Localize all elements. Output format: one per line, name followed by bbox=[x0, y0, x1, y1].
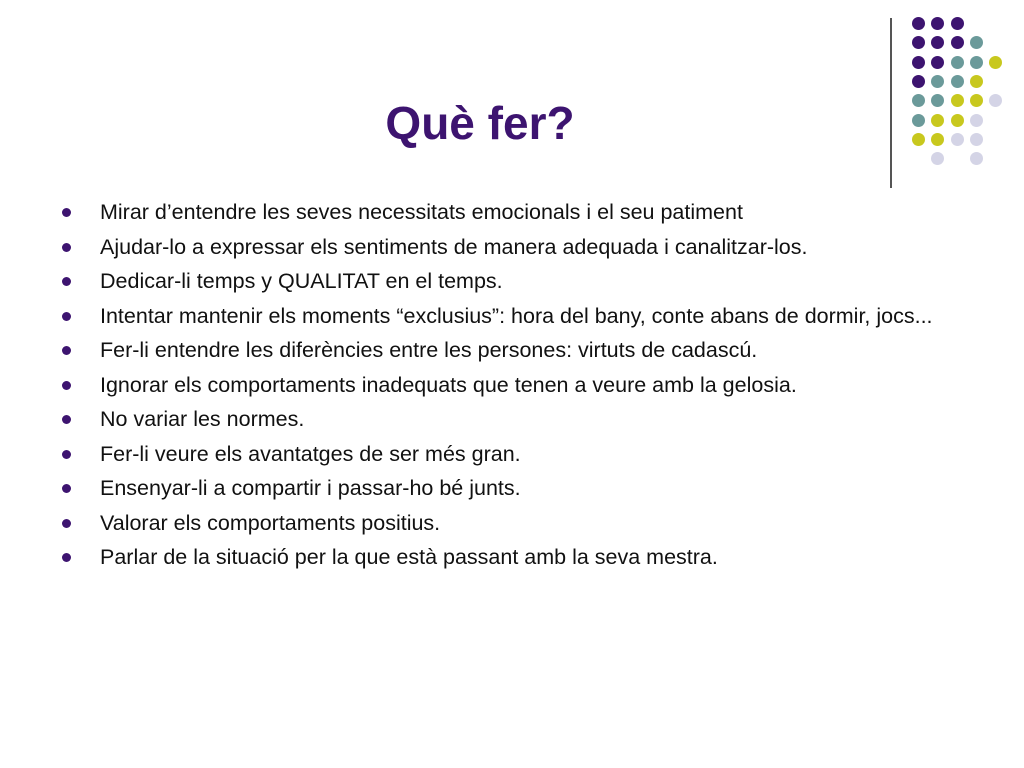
bullet-item bbox=[62, 336, 963, 364]
decorative-dot bbox=[951, 133, 964, 146]
decorative-dot bbox=[989, 94, 1002, 107]
bullet-text: Valorar els comportaments positius. bbox=[100, 510, 441, 535]
decorative-dot bbox=[931, 17, 944, 30]
decorative-dot bbox=[951, 75, 964, 88]
decorative-dot bbox=[970, 114, 983, 127]
decorative-dot bbox=[912, 36, 925, 49]
bullet-text: Fer-li veure els avantatges de ser més gran. bbox=[100, 441, 521, 466]
bullet-item bbox=[62, 302, 963, 330]
decorative-dot bbox=[912, 56, 925, 69]
bullet-item bbox=[62, 371, 963, 399]
decorative-dot bbox=[931, 75, 944, 88]
bullet-dot-icon bbox=[62, 415, 71, 424]
decorative-dot bbox=[912, 94, 925, 107]
decorative-dot bbox=[931, 94, 944, 107]
bullet-text: Parlar de la situació per la que està passant amb la seva mestra. bbox=[100, 545, 718, 569]
bullet-item bbox=[62, 509, 963, 537]
bullet-dot-icon bbox=[62, 243, 71, 252]
decorative-dot bbox=[951, 36, 964, 49]
decorative-dot bbox=[970, 94, 983, 107]
bullet-dot-icon bbox=[62, 277, 71, 286]
bullet-item bbox=[62, 198, 963, 226]
decorative-dot bbox=[931, 114, 944, 127]
decorative-dot bbox=[970, 75, 983, 88]
decorative-dot bbox=[989, 56, 1002, 69]
bullet-dot-icon bbox=[62, 381, 71, 390]
bullet-dot-icon bbox=[62, 553, 71, 562]
bullet-item bbox=[62, 474, 963, 502]
decorative-dot bbox=[912, 75, 925, 88]
decorative-dot bbox=[912, 17, 925, 30]
bullet-item bbox=[62, 267, 963, 295]
bullet-text: Intentar mantenir els moments “exclusius”: hora del bany, conte abans de dormir, jocs... bbox=[100, 303, 933, 328]
bullet-dot-icon bbox=[62, 312, 71, 321]
decorative-dot bbox=[931, 152, 944, 165]
decorative-dot bbox=[970, 152, 983, 165]
bullet-dot-icon bbox=[62, 450, 71, 459]
bullet-item bbox=[62, 543, 963, 571]
decorative-dot bbox=[951, 56, 964, 69]
bullet-text: Ignorar els comportaments inadequats que tenen a veure amb la gelosia. bbox=[100, 372, 797, 397]
decorative-dot bbox=[951, 94, 964, 107]
decorative-dot bbox=[970, 56, 983, 69]
decorative-dot bbox=[951, 17, 964, 30]
decorative-dot bbox=[931, 56, 944, 69]
bullet-dot-icon bbox=[62, 519, 71, 528]
decorative-dot bbox=[970, 36, 983, 49]
bullet-item bbox=[62, 405, 963, 433]
slide-title: Què fer? bbox=[385, 97, 575, 149]
bullet-item bbox=[62, 233, 963, 261]
vertical-divider bbox=[890, 18, 892, 188]
bullet-dot-icon bbox=[62, 346, 71, 355]
decorative-dot bbox=[931, 36, 944, 49]
bullet-text: Ajudar-lo a expressar els sentiments de manera adequada i canalitzar-los. bbox=[100, 234, 808, 259]
bullet-text: No variar les normes. bbox=[100, 407, 305, 431]
decorative-dot bbox=[970, 133, 983, 146]
decorative-dot bbox=[931, 133, 944, 146]
bullet-text: Ensenyar-li a compartir i passar-ho bé junts. bbox=[100, 476, 521, 500]
bullet-list bbox=[62, 198, 963, 578]
bullet-text: Mirar d’entendre les seves necessitats emocionals i el seu patiment bbox=[100, 200, 743, 224]
decorative-dot bbox=[912, 133, 925, 146]
bullet-dot-icon bbox=[62, 484, 71, 493]
decorative-dot bbox=[951, 114, 964, 127]
bullet-text: Fer-li entendre les diferències entre les persones: virtuts de cadascú. bbox=[100, 338, 758, 362]
bullet-dot-icon bbox=[62, 208, 71, 217]
bullet-item bbox=[62, 440, 963, 468]
decorative-dot bbox=[912, 114, 925, 127]
bullet-text: Dedicar-li temps y QUALITAT en el temps. bbox=[100, 269, 503, 293]
